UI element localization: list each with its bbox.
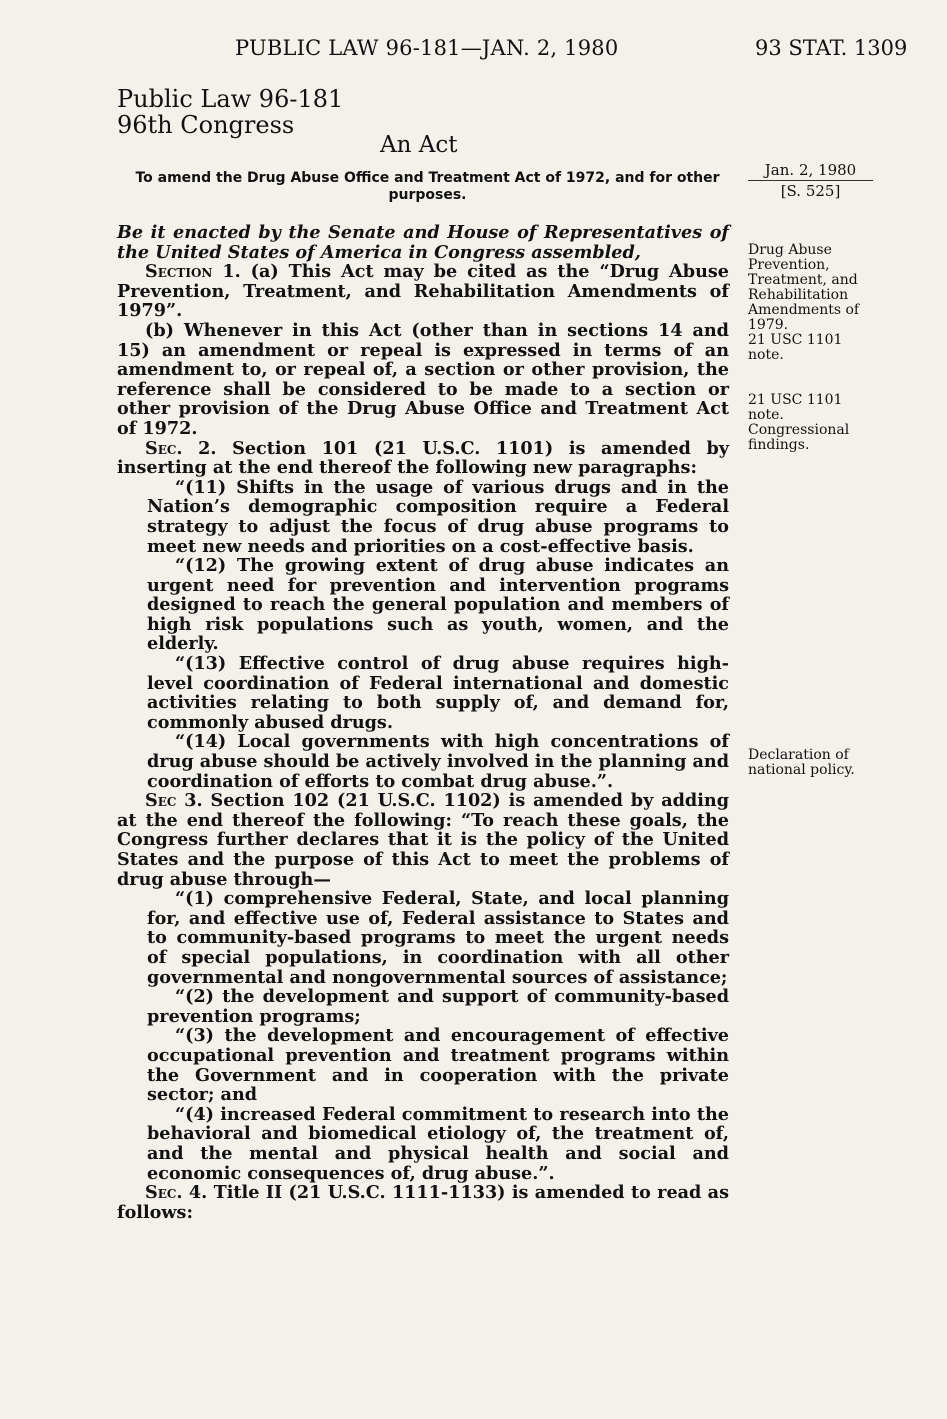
section-4 bbox=[117, 1183, 729, 1222]
section-label: Sec bbox=[145, 790, 177, 812]
margin-line: 1979. bbox=[748, 317, 789, 333]
margin-line: 21 USC 1101 bbox=[748, 392, 843, 408]
policy-item-2: “(2) the development and support of community-based prevention programs; bbox=[147, 986, 729, 1027]
margin-line: Prevention, bbox=[748, 257, 830, 273]
policy-item-3: “(3) the development and encouragement of effective occupational prevention and treatment programs within the Government and in cooperation with the private sector; and bbox=[147, 1025, 729, 1106]
section-label: Section bbox=[145, 261, 213, 283]
margin-line: national policy. bbox=[748, 762, 855, 778]
stat-page-number: 93 STAT. 1309 bbox=[755, 36, 908, 60]
margin-line: Declaration of bbox=[748, 747, 849, 763]
margin-line: Treatment, and bbox=[748, 272, 858, 288]
margin-note-short-title bbox=[748, 243, 859, 363]
section-label: Sec bbox=[145, 1182, 177, 1204]
margin-line: Congressional bbox=[748, 422, 850, 438]
margin-line: findings. bbox=[748, 437, 810, 453]
margin-date-block bbox=[748, 163, 873, 199]
enactment-date: Jan. 2, 1980 bbox=[764, 161, 857, 179]
policy-item-4: “(4) increased Federal commitment to research into the behavioral and biomedical etiology of, the treatment of, and the mental and physical health and social and economic consequences of, drug abuse.”. bbox=[147, 1103, 729, 1184]
margin-line: Drug Abuse bbox=[748, 242, 832, 258]
enacting-clause: Be it enacted by the Senate and House of Representatives of the United States of America in Congress assembled, bbox=[117, 222, 729, 263]
section-text: . 2. Section 101 (21 U.S.C. 1101) is amended by inserting at the end thereof the following new paragraphs: bbox=[117, 437, 729, 479]
act-purpose: To amend the Drug Abuse Office and Treatment Act of 1972, and for other purposes. bbox=[135, 170, 720, 203]
act-body bbox=[117, 223, 729, 1222]
margin-line: note. bbox=[748, 347, 784, 363]
finding-14: “(14) Local governments with high concentrations of drug abuse should be actively involved in the planning and coordination of efforts to combat drug abuse.”. bbox=[147, 731, 729, 792]
bill-number: [S. 525] bbox=[780, 182, 841, 200]
section-text: . 4. Title II (21 U.S.C. 1111-1133) is amended to read as follows: bbox=[117, 1182, 729, 1223]
margin-note-findings bbox=[748, 393, 849, 453]
margin-note-policy bbox=[748, 748, 855, 778]
section-3 bbox=[117, 791, 729, 889]
law-number: Public Law 96-181 bbox=[117, 85, 344, 113]
margin-line: note. bbox=[748, 407, 784, 423]
section-1a bbox=[117, 262, 729, 321]
congress-number: 96th Congress bbox=[117, 111, 295, 139]
policy-item-1: “(1) comprehensive Federal, State, and local planning for, and effective use of, Federal assistance to States and to community-based programs to meet the urgent needs of special populations, in coordination with all other governmental and nongovernmental sources of assistance; bbox=[147, 888, 729, 988]
finding-13: “(13) Effective control of drug abuse requires high-level coordination of Federal international and domestic activities relating to both supply of, and demand for, commonly abused drugs. bbox=[147, 653, 729, 733]
margin-line: Rehabilitation bbox=[748, 287, 849, 303]
margin-rule bbox=[748, 180, 873, 181]
margin-line: Amendments of bbox=[748, 302, 860, 318]
section-text: 3. Section 102 (21 U.S.C. 1102) is amended by adding at the end thereof the following: “To reach these goals, the Congress further declares that it is the policy of the United States and the purpose of this Act to meet the problems of drug abuse through— bbox=[117, 790, 729, 890]
section-text: 1. (a) This Act may be cited as the “Drug Abuse Prevention, Treatment, and Rehabilitation Amendments of 1979”. bbox=[117, 261, 729, 322]
finding-12: “(12) The growing extent of drug abuse indicates an urgent need for prevention and intervention programs designed to reach the general population and members of high risk populations such as youth, women, and the elderly. bbox=[147, 555, 729, 655]
section-label: Sec bbox=[145, 437, 177, 459]
finding-11: “(11) Shifts in the usage of various drugs and in the Nation’s demographic composition require a Federal strategy to adjust the focus of drug abuse programs to meet new needs and priorities on a cost-effective basis. bbox=[147, 476, 729, 557]
law-title-block bbox=[117, 86, 343, 138]
section-2 bbox=[117, 439, 729, 478]
margin-line: 21 USC 1101 bbox=[748, 332, 843, 348]
act-heading: An Act bbox=[380, 132, 458, 158]
section-1b: (b) Whenever in this Act (other than in sections 14 and 15) an amendment or repeal is expressed in terms of an amendment to, or repeal of, a section or other provision, the reference shall be considered to be made to a section or other provision of the Drug Abuse Office and Treatment Act of 1972. bbox=[117, 319, 729, 439]
running-title: PUBLIC LAW 96-181—JAN. 2, 1980 bbox=[235, 36, 619, 60]
